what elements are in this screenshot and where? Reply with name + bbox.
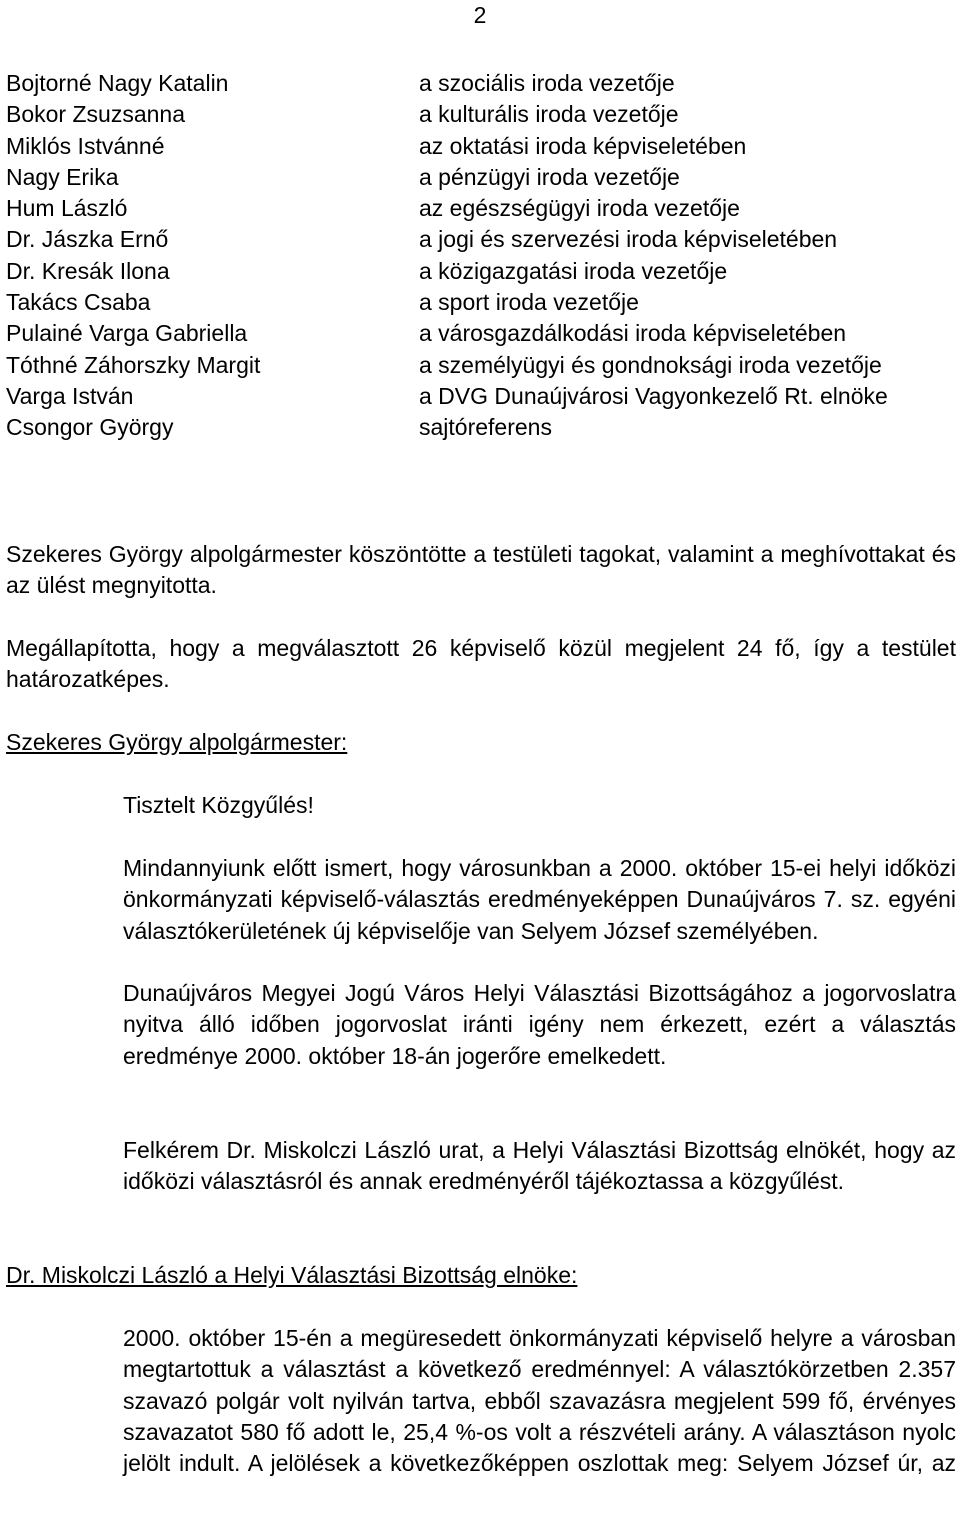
speech-paragraph: Dunaújváros Megyei Jogú Város Helyi Választási Bizottságához a jogorvoslatra nyitva álló időben jogorvoslat iránti igény nem érkezett, ezért a választás eredménye 2000. október 18-án jogerőre emelkedett. [123,980,956,1069]
attendee-name: Varga István [6,382,134,409]
speech-paragraph: 2000. október 15-én a megüresedett önkormányzati képviselő helyre a városban megtartottuk a választást a következő eredménnyel: A választókörzetben 2.357 szavazó polgár volt nyilván tartva, ebből szavazásra megjelent 599 fő, érvényes szavazatot 580 fő adott le, 25,4 %-os volt a részvételi arány. A választáson nyolc jelölt indult. A jelölések a következőképpen oszlottak meg: Selyem József úr, az [123,1325,956,1477]
speech-paragraph: Felkérem Dr. Miskolczi László urat, a Helyi Választási Bizottság elnökét, hogy az időközi választásról és annak eredményéről tájékoztassa a közgyűlést. [123,1137,956,1195]
speaker-heading: Dr. Miskolczi László a Helyi Választási Bizottság elnöke: [6,1262,578,1288]
attendee-role: a városgazdálkodási iroda képviseletében [419,320,847,347]
page-number: 2 [473,2,487,28]
attendee-name: Bojtorné Nagy Katalin [6,70,229,96]
attendee-name: Bokor Zsuzsanna [6,101,185,128]
attendee-row [6,224,956,255]
attendee-role: a szociális iroda vezetője [419,70,675,96]
attendee-name: Tóthné Záhorszky Margit [6,351,261,378]
attendee-row [6,162,956,193]
attendee-name: Csongor György [6,414,174,441]
attendee-row [6,287,956,318]
attendee-row [6,193,956,224]
attendee-name: Takács Csaba [6,289,151,316]
attendee-row [6,412,956,443]
attendee-name: Dr. Jászka Ernő [6,226,169,253]
attendee-row [6,350,956,381]
attendee-row [6,99,956,130]
quorum-paragraph: Megállapította, hogy a megválasztott 26 képviselő közül megjelent 24 fő, így a testület határozatképes. [6,635,956,693]
attendee-name: Dr. Kresák Ilona [6,257,170,284]
attendee-role: a személyügyi és gondnoksági iroda vezetője [419,351,882,378]
attendee-role: a pénzügyi iroda vezetője [419,163,680,190]
attendee-row [6,256,956,287]
attendee-name: Pulainé Varga Gabriella [6,320,248,347]
attendee-role: az egészségügyi iroda vezetője [419,195,740,222]
attendee-role: a kulturális iroda vezetője [419,101,679,128]
attendee-role: a jogi és szervezési iroda képviseletében [419,226,838,253]
attendee-row [6,381,956,412]
opening-paragraph: Szekeres György alpolgármester köszöntötte a testületi tagokat, valamint a meghívottakat és az ülést megnyitotta. [6,541,956,599]
attendee-row [6,68,956,99]
attendee-row [6,318,956,349]
attendee-list [6,68,956,444]
attendee-role: a közigazgatási iroda vezetője [419,257,728,284]
attendee-row [6,131,956,162]
attendee-name: Miklós Istvánné [6,132,165,159]
speaker-heading: Szekeres György alpolgármester: [6,729,348,755]
attendee-name: Nagy Erika [6,163,119,190]
attendee-name: Hum László [6,195,128,222]
speech-paragraph: Mindannyiunk előtt ismert, hogy városunkban a 2000. október 15-ei helyi időközi önkormányzati képviselő-választás eredményeképpen Dunaújváros 7. sz. egyéni választókerületének új képviselője van Selyem József személyében. [123,855,956,944]
greeting-text: Tisztelt Közgyűlés! [123,792,314,818]
attendee-role: a DVG Dunaújvárosi Vagyonkezelő Rt. elnöke [419,382,888,409]
attendee-role: az oktatási iroda képviseletében [419,132,747,159]
attendee-role: a sport iroda vezetője [419,289,639,316]
attendee-role: sajtóreferens [419,414,552,441]
